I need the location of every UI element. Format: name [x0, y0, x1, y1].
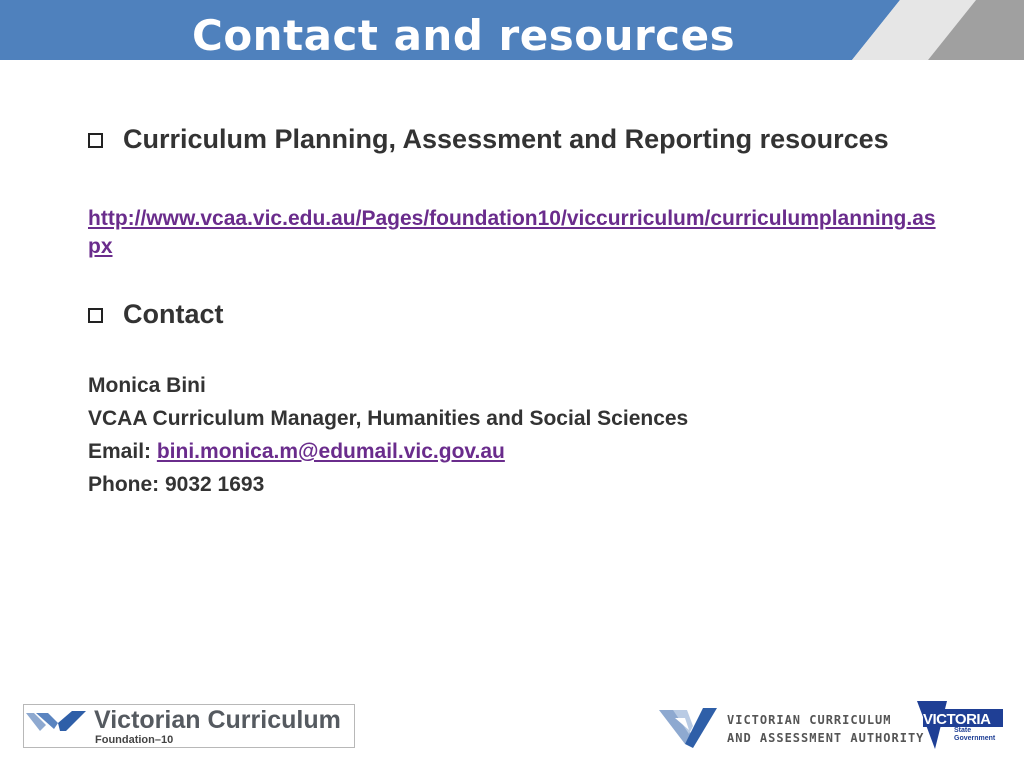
contact-phone: Phone: 9032 1693: [88, 473, 265, 496]
contact-heading: Contact: [123, 299, 224, 329]
email-label: Email:: [88, 440, 157, 463]
state-label: State: [954, 727, 972, 734]
contact-email-line: [88, 439, 505, 465]
contact-role: VCAA Curriculum Manager, Humanities and Social Sciences: [88, 407, 689, 430]
government-label: Government: [954, 735, 996, 742]
victorian-curriculum-subtitle: Foundation–10: [95, 734, 174, 746]
resources-link[interactable]: http://www.vcaa.vic.edu.au/Pages/foundation10/viccurriculum/curriculumplanning.aspx: [88, 207, 936, 258]
contact-name: Monica Bini: [88, 374, 206, 397]
vcaa-name-line1: VICTORIAN CURRICULUM: [727, 713, 892, 727]
vcaa-chevron-icon: [659, 704, 723, 748]
contact-heading-row: [88, 299, 224, 330]
victoria-wordmark: VICTORIA: [923, 711, 991, 728]
email-link[interactable]: bini.monica.m@edumail.vic.gov.au: [156, 440, 505, 463]
resources-heading: Curriculum Planning, Assessment and Reporting resources: [123, 124, 889, 154]
victorian-curriculum-name: Victorian Curriculum: [94, 706, 341, 734]
vcaa-logo: [659, 704, 925, 750]
page-title: Contact and resources: [192, 11, 736, 60]
chevron-logo-icon: [26, 709, 90, 733]
checkbox-bullet-icon: [88, 308, 103, 323]
victoria-state-government-logo: [917, 701, 1007, 751]
header-band: [0, 0, 1024, 60]
vcaa-name-line2: AND ASSESSMENT AUTHORITY: [727, 731, 925, 745]
victorian-curriculum-logo: [23, 704, 355, 748]
resources-heading-row: [88, 124, 889, 155]
checkbox-bullet-icon: [88, 133, 103, 148]
